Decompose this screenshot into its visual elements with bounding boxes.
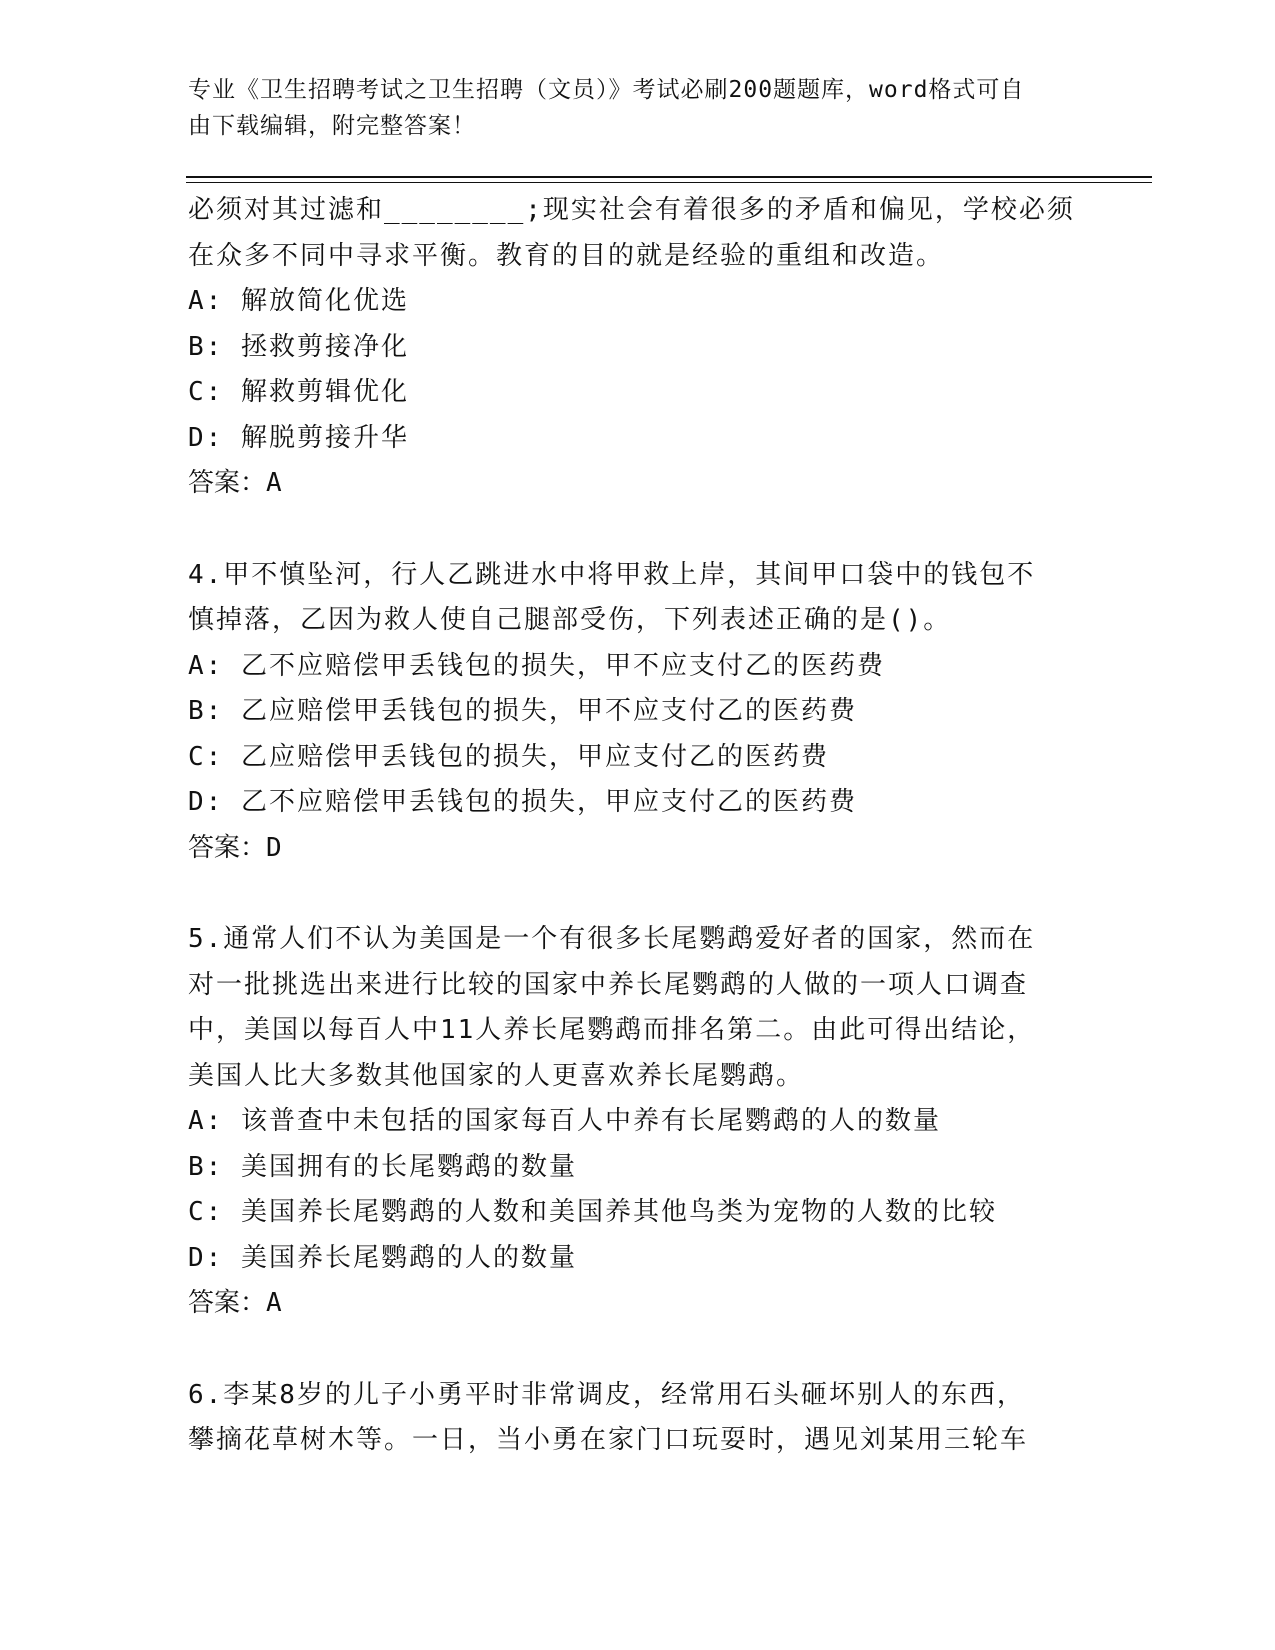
document-body: [188, 188, 1148, 1464]
question-6: [188, 1373, 1148, 1464]
option-c: C: 美国养长尾鹦鹉的人数和美国养其他鸟类为宠物的人数的比较: [188, 1197, 997, 1227]
question-text-line: 4.甲不慎坠河，行人乙跳进水中将甲救上岸，其间甲口袋中的钱包不: [188, 559, 1036, 590]
option-a: A: 该普查中未包括的国家每百人中养有长尾鹦鹉的人的数量: [188, 1106, 941, 1136]
question-text-line: 攀摘花草树木等。一日，当小勇在家门口玩耍时，遇见刘某用三轮车: [188, 1425, 1029, 1455]
option-d: D: 乙不应赔偿甲丢钱包的损失，甲应支付乙的医药费: [188, 787, 857, 817]
question-3: [188, 188, 1148, 507]
option-d: D: 美国养长尾鹦鹉的人的数量: [188, 1242, 577, 1273]
option-a: A: 解放简化优选: [188, 286, 409, 316]
question-text-line: 6.李某8岁的儿子小勇平时非常调皮，经常用石头砸坏别人的东西，: [188, 1379, 1025, 1410]
question-text-line: 对一批挑选出来进行比较的国家中养长尾鹦鹉的人做的一项人口调查: [188, 969, 1029, 1000]
header-divider-thick: [186, 176, 1152, 178]
spacer: [188, 871, 1148, 917]
header-divider-thin: [186, 182, 1152, 183]
option-b: B: 乙应赔偿甲丢钱包的损失，甲不应支付乙的医药费: [188, 696, 857, 726]
question-text-line: 在众多不同中寻求平衡。教育的目的就是经验的重组和改造。: [188, 240, 945, 271]
header-line: 由下载编辑，附完整答案！: [188, 113, 476, 139]
option-b: B: 拯救剪接净化: [188, 331, 409, 362]
answer-label: 答案：A: [188, 1288, 282, 1318]
header-line: 专业《卫生招聘考试之卫生招聘（文员）》考试必刷200题题库，word格式可自: [188, 77, 1025, 103]
option-a: A: 乙不应赔偿甲丢钱包的损失，甲不应支付乙的医药费: [188, 650, 885, 681]
document-header: [188, 72, 1068, 144]
option-c: C: 解救剪辑优化: [188, 377, 409, 407]
question-text-line: 5.通常人们不认为美国是一个有很多长尾鹦鹉爱好者的国家，然而在: [188, 924, 1036, 954]
question-text-line: 中，美国以每百人中11人养长尾鹦鹉而排名第二。由此可得出结论，: [188, 1015, 1036, 1045]
answer-label: 答案：A: [188, 468, 282, 498]
question-text-line: 必须对其过滤和________;现实社会有着很多的矛盾和偏见，学校必须: [188, 195, 1075, 225]
spacer: [188, 1327, 1148, 1373]
answer-label: 答案：D: [188, 832, 282, 863]
option-c: C: 乙应赔偿甲丢钱包的损失，甲应支付乙的医药费: [188, 741, 829, 772]
question-5: [188, 917, 1148, 1327]
question-4: [188, 553, 1148, 872]
question-text-line: 慎掉落，乙因为救人使自己腿部受伤，下列表述正确的是()。: [188, 605, 952, 635]
option-b: B: 美国拥有的长尾鹦鹉的数量: [188, 1151, 577, 1182]
spacer: [188, 507, 1148, 553]
question-text-line: 美国人比大多数其他国家的人更喜欢养长尾鹦鹉。: [188, 1060, 805, 1091]
option-d: D: 解脱剪接升华: [188, 422, 409, 453]
